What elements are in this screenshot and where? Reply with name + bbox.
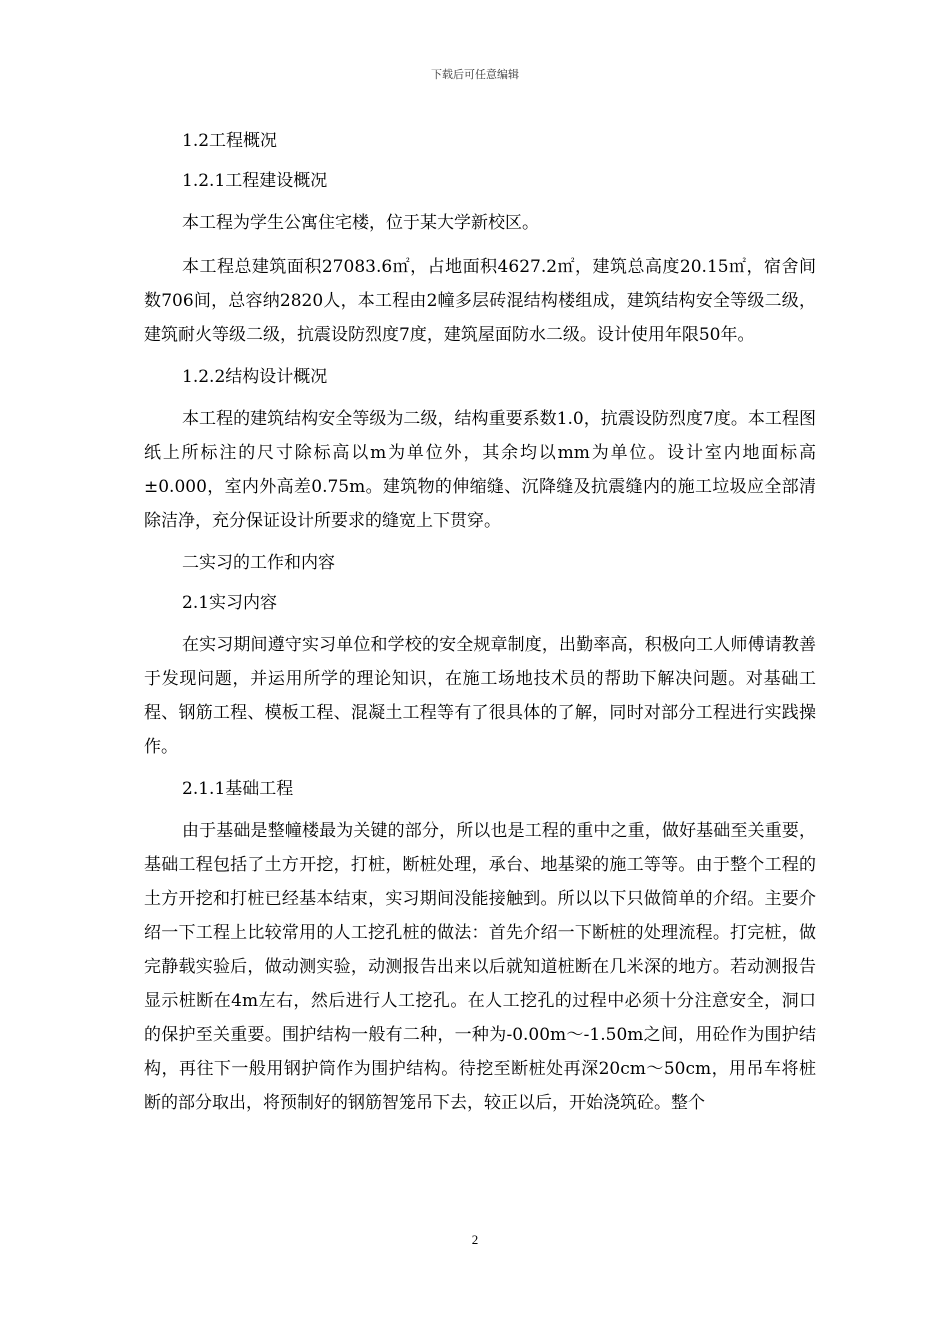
section-heading-2: 二实习的工作和内容 bbox=[182, 553, 335, 573]
page-header: 下载后可任意编辑 bbox=[431, 68, 519, 81]
section-heading-2-1-1: 2.1.1基础工程 bbox=[182, 779, 294, 799]
paragraph-structure-design: 本工程的建筑结构安全等级为二级，结构重要系数1.0，抗震设防烈度7度。本工程图纸上所标注的尺寸除标高以m为单位外，其余均以mm为单位。设计室内地面标高±0.000，室内外高差0.75m。建筑物的伸缩缝、沉降缝及抗震缝内的施工垃圾应全部清除洁净，充分保证设计所要求的缝宽上下贯穿。 bbox=[144, 409, 816, 531]
section-heading-1-2-2: 1.2.2结构设计概况 bbox=[182, 367, 328, 387]
section-heading-2-1: 2.1实习内容 bbox=[182, 593, 278, 613]
paragraph-foundation-work: 由于基础是整幢楼最为关键的部分，所以也是工程的重中之重，做好基础至关重要，基础工程包括了土方开挖，打桩，断桩处理，承台、地基梁的施工等等。由于整个工程的土方开挖和打桩已经基本结束，实习期间没能接触到。所以以下只做简单的介绍。主要介绍一下工程上比较常用的人工挖孔桩的做法：首先介绍一下断桩的处理流程。打完桩，做完静载实验后，做动测实验，动测报告出来以后就知道桩断在几米深的地方。若动测报告显示桩断在4m左右，然后进行人工挖孔。在人工挖孔的过程中必须十分注意安全，洞口的保护至关重要。围护结构一般有二种，一种为-0.00m～-1.50m之间，用砼作为围护结构，再往下一般用钢护筒作为围护结构。待挖至断桩处再深20cm～50cm，用吊车将桩断的部分取出，将预制好的钢筋智笼吊下去，较正以后，开始浇筑砼。整个 bbox=[144, 821, 816, 1113]
section-heading-1-2: 1.2工程概况 bbox=[182, 131, 278, 151]
paragraph-project-location: 本工程为学生公寓住宅楼，位于某大学新校区。 bbox=[182, 213, 539, 233]
paragraph-project-area: 本工程总建筑面积27083.6㎡，占地面积4627.2㎡，建筑总高度20.15㎡，宿舍间数706间，总容纳2820人，本工程由2幢多层砖混结构楼组成，建筑结构安全等级二级，建筑耐火等级二级，抗震设防烈度7度，建筑屋面防水二级。设计使用年限50年。 bbox=[144, 257, 816, 345]
document-body bbox=[144, 126, 816, 1130]
page-number: 2 bbox=[471, 1232, 479, 1247]
paragraph-internship-content: 在实习期间遵守实习单位和学校的安全规章制度，出勤率高，积极向工人师傅请教善于发现问题，并运用所学的理论知识，在施工场地技术员的帮助下解决问题。对基础工程、钢筋工程、模板工程、混凝土工程等有了很具体的了解，同时对部分工程进行实践操作。 bbox=[144, 635, 816, 757]
section-heading-1-2-1: 1.2.1工程建设概况 bbox=[182, 171, 328, 191]
